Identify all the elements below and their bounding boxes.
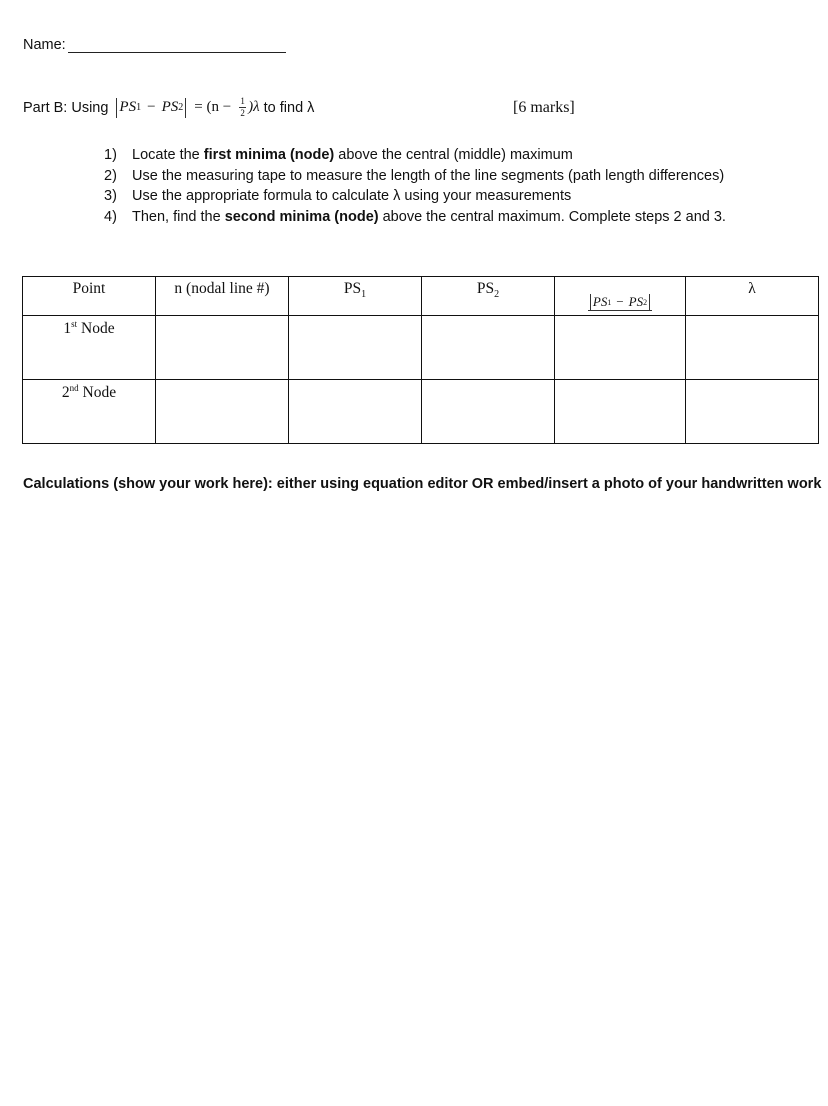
step-item — [104, 207, 726, 228]
step-item — [104, 145, 726, 166]
step-item — [104, 186, 726, 207]
cell-diff-node-2[interactable] — [555, 380, 686, 444]
header-nodal-line: n (nodal line #) — [156, 277, 289, 316]
step-number: 1) — [104, 147, 117, 163]
table-row — [23, 380, 819, 444]
eq-sub1: 1 — [136, 102, 142, 113]
step-number: 4) — [104, 208, 117, 225]
step-item — [104, 166, 726, 187]
measurement-table — [22, 276, 819, 444]
calculations-instruction: Calculations (show your work here): either using equation editor OR embed/insert a photo of your handwritten work — [23, 476, 822, 492]
cell-diff-node-1[interactable] — [555, 316, 686, 380]
step-text: Then, find the — [132, 208, 225, 225]
table-row — [23, 316, 819, 380]
step-number: 2) — [104, 167, 117, 184]
header-path-difference: PS 1 − PS 2 — [555, 277, 686, 316]
header-lambda: λ — [686, 277, 819, 316]
step-text-after: above the central maximum. Complete steps 2 and 3. — [378, 208, 726, 225]
step-text-after: above the central (middle) maximum — [334, 147, 573, 163]
eq-sub2: 2 — [178, 102, 184, 113]
eq-equals: = (n − — [194, 99, 232, 115]
steps-list — [104, 145, 726, 227]
header-point: Point — [23, 277, 156, 316]
name-label: Name: — [23, 37, 66, 53]
cell-ps1-node-1[interactable] — [289, 316, 422, 380]
step-bold: first minima (node) — [203, 147, 335, 163]
name-field[interactable] — [68, 38, 286, 53]
cell-n-node-2[interactable] — [156, 380, 289, 444]
step-bold: second minima (node) — [224, 208, 379, 225]
step-text: Use the measuring tape to measure the length of the line segments (path length differences) — [132, 167, 725, 184]
row-label-node-1: 1st Node — [23, 316, 156, 380]
marks-label: [6 marks] — [513, 99, 575, 116]
cell-ps2-node-2[interactable] — [422, 380, 555, 444]
abs-bar-left — [116, 98, 117, 118]
step-text: Use the appropriate formula to calculate λ using your measurements — [132, 188, 572, 204]
abs-bar-right — [185, 98, 186, 118]
cell-ps2-node-1[interactable] — [422, 316, 555, 380]
eq-term1: PS — [119, 99, 137, 115]
eq-minus: − — [147, 99, 156, 115]
cell-lambda-node-2[interactable] — [686, 380, 819, 444]
step-text: Locate the — [132, 147, 204, 163]
cell-n-node-1[interactable] — [156, 316, 289, 380]
part-b-prefix: Part B: Using — [23, 99, 109, 116]
frac-denominator: 2 — [240, 108, 245, 118]
cell-ps1-node-2[interactable] — [289, 380, 422, 444]
eq-fraction — [239, 97, 246, 118]
frac-numerator: 1 — [240, 96, 245, 106]
name-row — [23, 37, 286, 53]
part-b-suffix: to find λ — [263, 99, 315, 116]
path-difference-equation — [114, 97, 259, 118]
step-number: 3) — [104, 188, 117, 204]
table-header-row — [23, 277, 819, 316]
header-ps2: $PS_2$ — [422, 277, 555, 316]
cell-lambda-node-1[interactable] — [686, 316, 819, 380]
row-label-node-2: 2nd Node — [23, 380, 156, 444]
eq-tail: )λ — [248, 99, 260, 115]
header-ps1: $PS_1$ — [289, 277, 422, 316]
part-b-heading — [23, 97, 314, 118]
eq-term2: PS — [161, 99, 179, 115]
